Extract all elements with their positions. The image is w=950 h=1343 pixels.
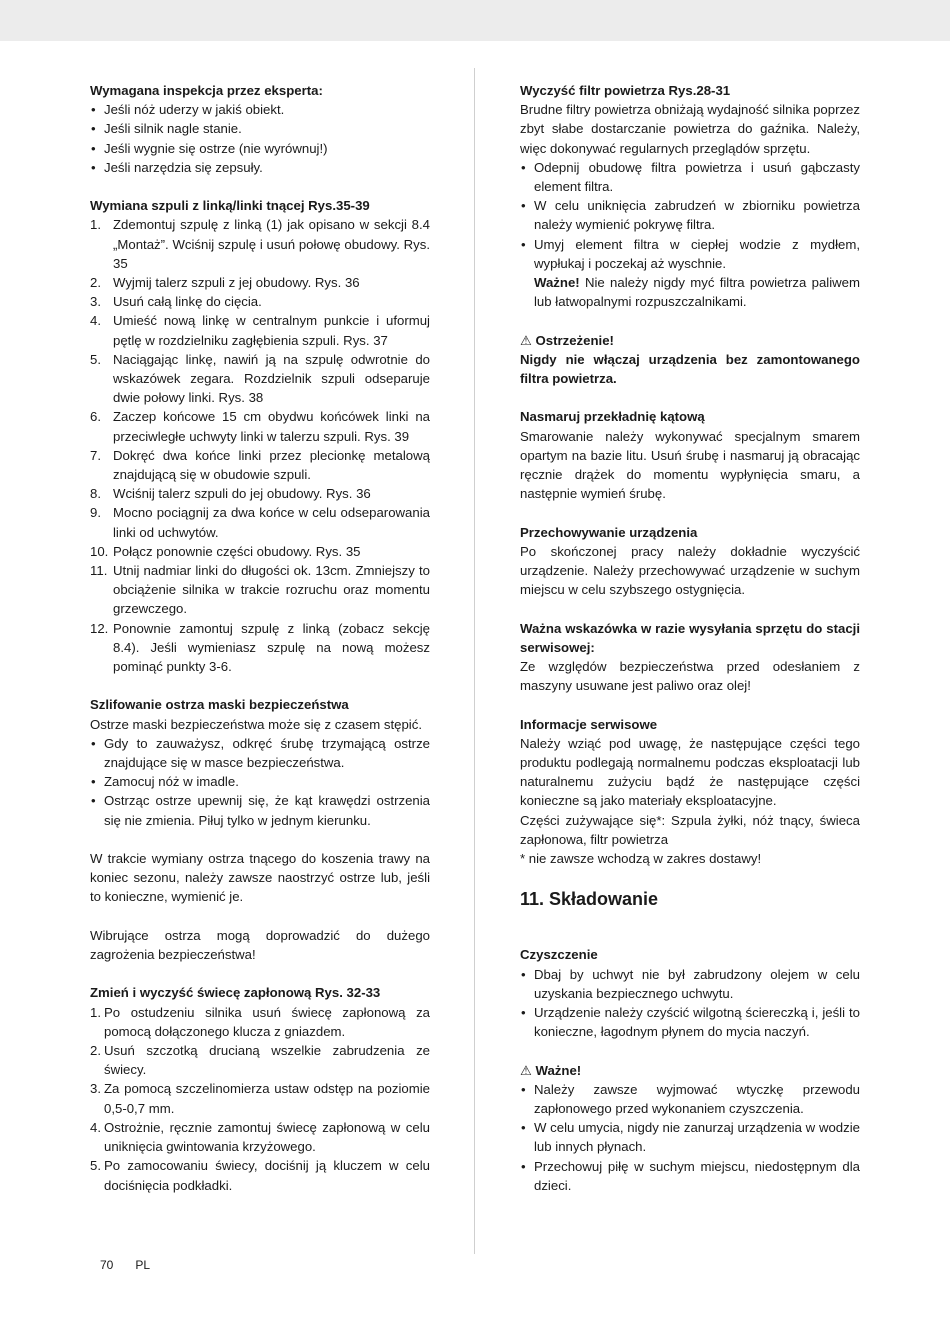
warning-icon: ⚠	[520, 1062, 532, 1078]
language-code: PL	[135, 1258, 151, 1272]
list-item	[90, 292, 430, 311]
list-item	[90, 619, 430, 677]
list-item	[90, 1118, 430, 1156]
item-number: 4.	[90, 1119, 101, 1135]
item-number: 10.	[90, 543, 109, 559]
list-item	[90, 1003, 430, 1041]
section-title: Szlifowanie ostrza maski bezpieczeństwa	[90, 697, 349, 713]
paragraph: Po skończonej pracy należy dokładnie wyczyścić urządzenie. Należy przechowywać urządzenie w suchym miejscu w celu szybszego ostygnięcia.	[520, 543, 860, 598]
item-text: Mocno pociągnij za dwa końce w celu odseparowania linki od uchwytów.	[113, 505, 430, 540]
warning-icon: ⚠	[520, 332, 532, 348]
important-label: Ważne!	[534, 275, 580, 291]
section-shipping	[520, 619, 860, 696]
paragraph: Brudne filtry powietrza obniżają wydajność silnika poprzez zbyt słabe dostarczanie powietrza do gaźnika. Należy, więc dokonywać regularnych przeglądów sprzętu.	[520, 102, 860, 156]
footnote: * nie zawsze wchodzą w zakres dostawy!	[520, 851, 762, 867]
item-text: Wyjmij talerz szpuli z jej obudowy. Rys. 36	[113, 275, 360, 291]
paragraph: Ostrze maski bezpieczeństwa może się z czasem stępić.	[90, 716, 422, 732]
list-item	[90, 407, 430, 445]
paragraph: Wibrujące ostrza mogą doprowadzić do dużego zagrożenia bezpieczeństwa!	[90, 927, 430, 963]
page-number: 70	[100, 1258, 114, 1272]
list-item: • W celu umycia, nigdy nie zanurzaj urządzenia w wodzie lub innych płynach.	[520, 1118, 860, 1156]
section-service	[520, 715, 860, 869]
list-item: • Umyj element filtra w ciepłej wodzie z mydłem, wypłukaj i poczekaj aż wyschnie.	[520, 235, 860, 273]
warning-text: Nigdy nie włączaj urządzenia bez zamontowanego filtra powietrza.	[520, 351, 860, 387]
item-number: 5.	[90, 351, 101, 367]
list-item	[90, 1079, 430, 1117]
section-title: Przechowywanie urządzenia	[520, 524, 698, 540]
list-item: • Przechowuj piłę w suchym miejscu, niedostępnym dla dzieci.	[520, 1157, 860, 1195]
section-title: Wyczyść filtr powietrza Rys.28-31	[520, 83, 731, 98]
item-text: Po ostudzeniu silnika usuń świecę zapłonową za pomocą dołączonego klucza z gniazdem.	[104, 1004, 430, 1039]
item-number: 12.	[90, 620, 109, 636]
bullet-list	[520, 1080, 860, 1195]
item-number: 2.	[90, 1043, 101, 1059]
list-item: • Jeśli wygnie się ostrze (nie wyrównuj!)	[90, 139, 430, 158]
item-number: 9.	[90, 505, 101, 521]
list-item: • Dbaj by uchwyt nie był zabrudzony olejem w celu uzyskania bezpiecznego uchwytu.	[520, 965, 860, 1003]
section-storage	[520, 523, 860, 600]
item-text: Za pomocą szczelinomierza ustaw odstęp na poziomie 0,5-0,7 mm.	[104, 1081, 430, 1116]
item-text: Naciągając linkę, nawiń ją na szpulę odwrotnie do wskazówek zegara. Rozdzielnik szpuli odseparuje dwie połowy linki. Rys. 38	[113, 351, 430, 406]
warning-title: Ostrzeżenie!	[535, 332, 614, 348]
section-grinding	[90, 695, 430, 964]
item-text: Dokręć dwa końce linki przez plecionkę metalową znajdującą się w obudowie szpuli.	[113, 447, 430, 483]
section-cleaning	[520, 945, 860, 1041]
item-number: 3.	[90, 294, 101, 310]
section-title: Czyszczenie	[520, 947, 598, 963]
column-divider	[474, 68, 475, 1254]
bullet-list	[520, 965, 860, 1042]
item-text: Zaczep końcowe 15 cm obydwu końcówek linki na przeciwległe uchwyty linki w talerzu szpuli. Rys. 39	[113, 409, 430, 444]
list-item	[90, 446, 430, 484]
list-item: • Zamocuj nóż w imadle.	[90, 772, 430, 791]
item-number: 2.	[90, 275, 101, 291]
left-column	[90, 81, 430, 1214]
warning-heading	[520, 331, 860, 350]
paragraph: Należy wziąć pod uwagę, że następujące części tego produktu podlegają normalnemu podczas eksploatacji lub naturalnemu zużyciu bądź że następujące części konieczne są jako materiały eksploatacyjne.	[520, 735, 860, 809]
item-text: Po zamocowaniu świecy, dociśnij ją kluczem w celu dociśnięcia podkładki.	[104, 1158, 430, 1193]
list-item	[90, 542, 430, 561]
paragraph: Smarowanie należy wykonywać specjalnym smarem opartym na bazie litu. Usuń śrubę i nasmaruj ją obracając ręcznie drążek do momentu wypłynięcia smaru, a następnie wymień śrubę.	[520, 428, 860, 502]
list-item	[90, 215, 430, 273]
list-item	[90, 503, 430, 541]
list-item: • Należy zawsze wyjmować wtyczkę przewodu zapłonowego przed wykonaniem czyszczenia.	[520, 1080, 860, 1118]
item-text: Usuń całą linkę do cięcia.	[113, 294, 262, 310]
numbered-list	[90, 215, 430, 676]
section-title: Informacje serwisowe	[520, 716, 658, 732]
paragraph: Części zużywające się*: Szpula żyłki, nóż tnący, świeca zapłonowa, filtr powietrza	[520, 812, 860, 847]
list-item	[90, 484, 430, 503]
section-title: Nasmaruj przekładnię kątową	[520, 409, 705, 425]
list-item	[90, 561, 430, 619]
chapter-title: 11. Składowanie	[520, 889, 659, 910]
section-title: Ważna wskazówka w razie wysyłania sprzętu do stacji serwisowej:	[520, 620, 860, 655]
list-item: • Jeśli silnik nagle stanie.	[90, 119, 430, 138]
important-heading	[520, 1061, 860, 1080]
item-number: 4.	[90, 313, 101, 329]
item-number: 6.	[90, 409, 101, 425]
item-text: Usuń szczotką drucianą wszelkie zabrudzenia ze świecy.	[104, 1043, 430, 1078]
list-item	[90, 350, 430, 408]
important-note	[520, 273, 860, 311]
item-text: Ponownie zamontuj szpulę z linką (zobacz sekcję 8.4). Jeśli wymieniasz szpulę na nową możesz pominąć punkty 3-6.	[113, 620, 430, 675]
page-footer	[100, 1258, 172, 1272]
item-text: Połącz ponownie części obudowy. Rys. 35	[113, 543, 361, 559]
list-item	[90, 311, 430, 349]
item-number: 8.	[90, 486, 101, 502]
paragraph: Ze względów bezpieczeństwa przed odesłaniem z maszyny usuwane jest paliwo oraz olej!	[520, 659, 860, 694]
numbered-list	[90, 1003, 430, 1195]
list-item: • Ostrząc ostrze upewnij się, że kąt krawędzi ostrzenia się nie zmienia. Piłuj tylko w jednym kierunku.	[90, 791, 430, 829]
list-item	[90, 1156, 430, 1194]
section-spool	[90, 196, 430, 676]
bullet-list	[520, 158, 860, 273]
section-gear	[520, 407, 860, 503]
list-item: • Urządzenie należy czyścić wilgotną ściereczką i, jeśli to konieczne, łagodnym płynem do mycia naczyń.	[520, 1003, 860, 1041]
section-air-filter	[520, 81, 860, 311]
item-number: 1.	[90, 1004, 101, 1020]
section-warning	[520, 331, 860, 389]
section-spark-plug	[90, 983, 430, 1194]
top-bar	[0, 0, 950, 41]
important-title: Ważne!	[535, 1062, 582, 1078]
list-item: • Odepnij obudowę filtra powietrza i usuń gąbczasty element filtra.	[520, 158, 860, 196]
important-text: Nie należy nigdy myć filtra powietrza paliwem lub łatwopalnymi rozpuszczalnikami.	[534, 275, 860, 310]
list-item	[90, 273, 430, 292]
item-number: 3.	[90, 1081, 101, 1097]
bullet-list	[90, 734, 430, 830]
section-important	[520, 1061, 860, 1195]
list-item: • Jeśli narzędzia się zepsuły.	[90, 158, 430, 177]
item-number: 7.	[90, 447, 101, 463]
item-number: 11.	[90, 563, 108, 579]
section-title: Zmień i wyczyść świecę zapłonową Rys. 32-33	[90, 985, 381, 1001]
paragraph: W trakcie wymiany ostrza tnącego do koszenia trawy na koniec sezonu, należy zawsze naostrzyć ostrze lub, jeśli to konieczne, wymienić je.	[90, 851, 430, 905]
right-column	[520, 81, 860, 1214]
section-title: Wymagana inspekcja przez eksperta:	[90, 83, 323, 98]
item-text: Umieść nową linkę w centralnym punkcie i uformuj pętlę w rozdzielniku zagłębienia szpuli. Rys. 37	[113, 313, 430, 348]
item-text: Utnij nadmiar linki do długości ok. 13cm. Zmniejszy to obciążenie silnika w trakcie rozruchu oraz momentu grzewczego.	[113, 563, 430, 617]
list-item: • Gdy to zauważysz, odkręć śrubę trzymającą ostrze znajdujące się w masce bezpieczeństwa.	[90, 734, 430, 772]
item-number: 1.	[90, 217, 101, 233]
item-number: 5.	[90, 1158, 101, 1174]
list-item: • W celu uniknięcia zabrudzeń w zbiorniku powietrza należy wymienić pokrywę filtra.	[520, 196, 860, 234]
item-text: Zdemontuj szpulę z linką (1) jak opisano w sekcji 8.4 „Montaż”. Wciśnij szpulę i usuń połowę obudowy. Rys. 35	[113, 217, 430, 271]
list-item: • Jeśli nóż uderzy w jakiś obiekt.	[90, 100, 430, 119]
section-title: Wymiana szpuli z linką/linki tnącej Rys.35-39	[90, 198, 370, 214]
list-item	[90, 1041, 430, 1079]
bullet-list	[90, 100, 430, 177]
section-inspection	[90, 81, 430, 177]
item-text: Ostrożnie, ręcznie zamontuj świecę zapłonową w celu uniknięcia gwintowania krzyżowego.	[104, 1119, 430, 1155]
item-text: Wciśnij talerz szpuli do jej obudowy. Rys. 36	[113, 486, 371, 502]
